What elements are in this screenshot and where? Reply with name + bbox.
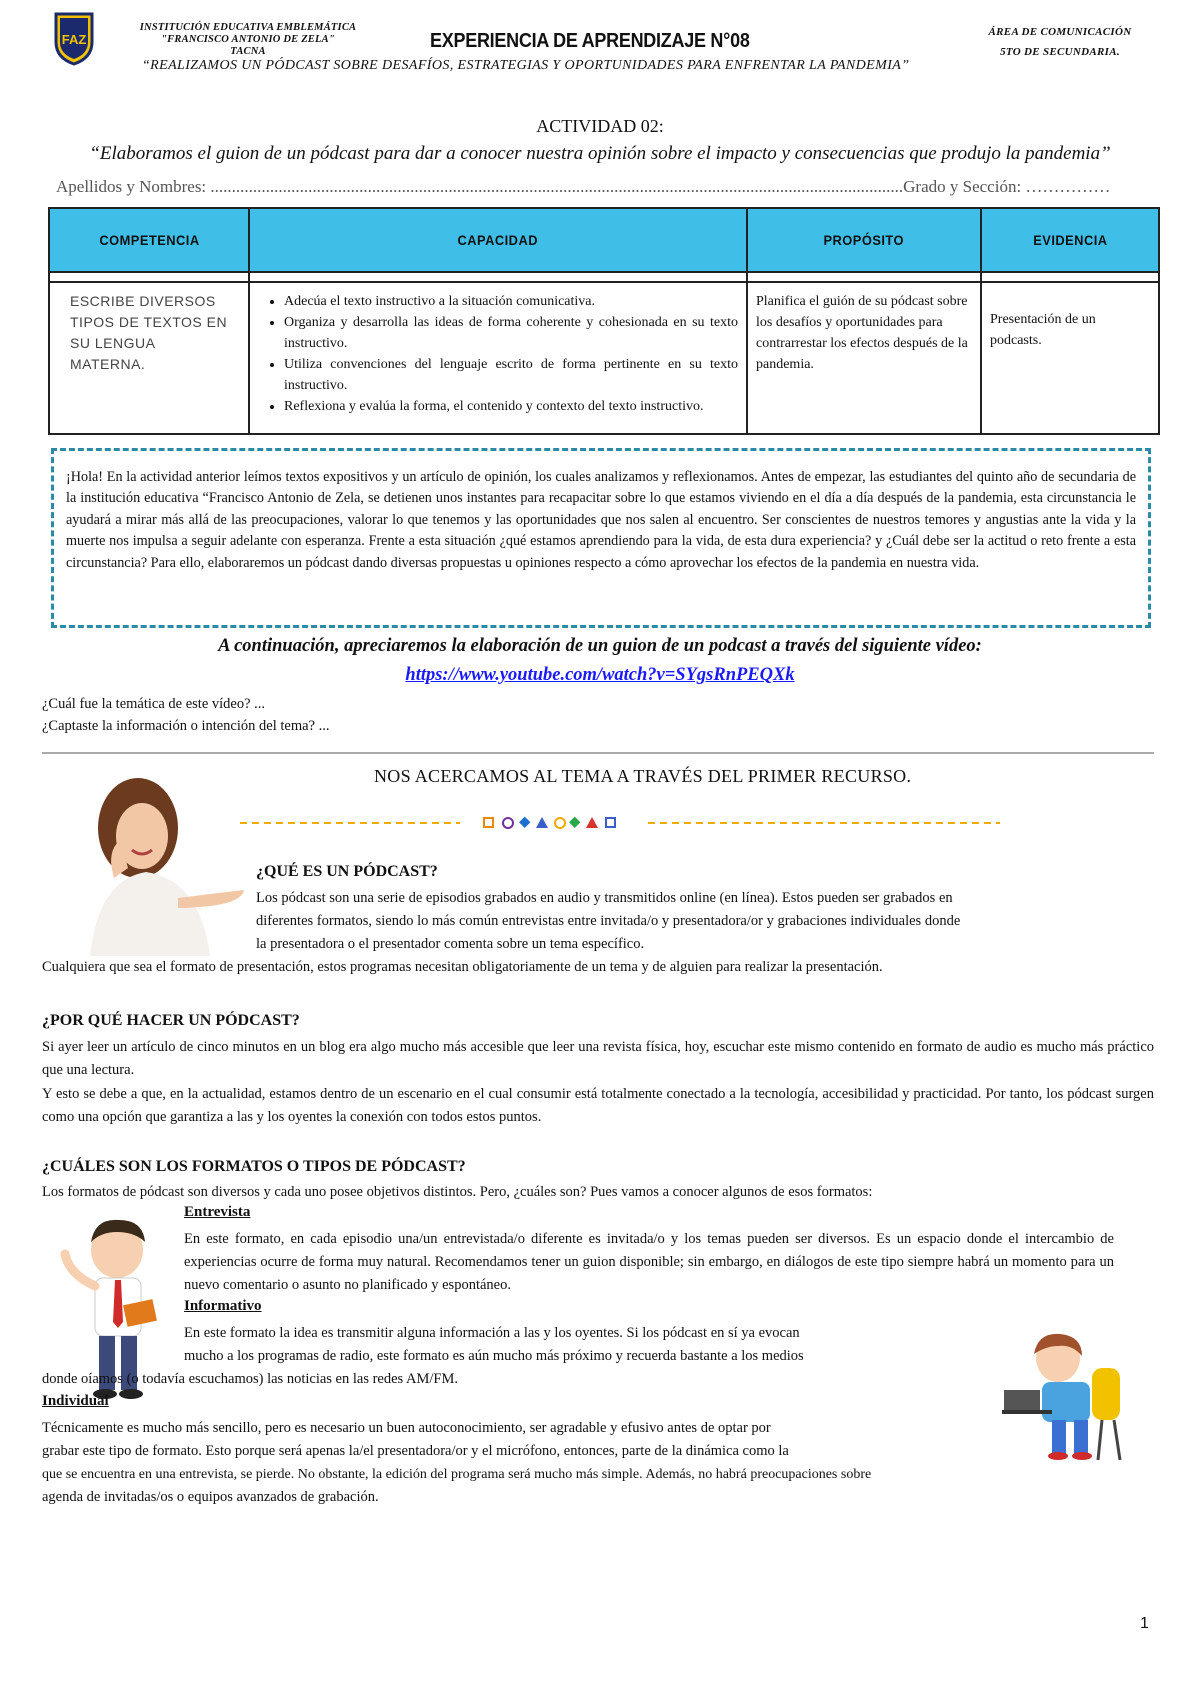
question-theme: ¿Cuál fue la temática de este vídeo? ... [42, 696, 266, 712]
competence-table [48, 207, 1160, 435]
institution-line-1: INSTITUCIÓN EDUCATIVA EMBLEMÁTICA [139, 22, 357, 33]
heading-why-podcast: ¿POR QUÉ HACER UN PÓDCAST? [42, 1012, 300, 1029]
decorative-divider [240, 815, 1110, 831]
video-link[interactable]: https://www.youtube.com/watch?v=SYgsRnPEQXk [405, 665, 795, 685]
intro-text: ¡Hola! En la actividad anterior leímos textos expositivos y un artículo de opinión, los cuales analizamos y reflexionamos. Antes de empezar, las estudiantes del quinto año de secundaria de la institución educativa “Francisco Antonio de Zela, se detienen unos instantes para recapacitar sobre lo que estamos viviendo en el día a día después de la pandemia, esta circunstancia le ayudará a mirar más allá de las preocupaciones, valorar lo que tenemos y las oportunidades que nos salen al encuentro. Ser conscientes de nuestros temores y angustias ante la vida y la muerte nos impulsa a seguir adelante con esperanza. Frente a esta situación ¿qué estamos aprendiendo para la vida, de esta dura experiencia? y ¿Cuál debe ser la actitud o reto frente a esta circunstancia? Para ello, elaboraremos un pódcast dando diversas propuestas u opiniones respecto a cómo aprovechar los efectos de la pandemia en nuestra vida. [66, 469, 1136, 571]
format-interview-title: Entrevista [184, 1204, 251, 1220]
informative-line-1: En este formato la idea es transmitir alguna información a las y los oyentes. Si los pódcast en sí ya evocan [184, 1325, 800, 1341]
informative-line-3: donde oíamos (o todavía escuchamos) las noticias en las redes AM/FM. [42, 1371, 458, 1387]
area-line-2: 5TO DE SECUNDARIA. [1000, 46, 1120, 58]
page-number: 1 [1140, 1615, 1149, 1632]
institution-line-3: TACNA [230, 46, 266, 57]
what-paragraph-2: Cualquiera que sea el formato de presentación, estos programas necesitan obligatoriamente de un tema y de alguien para realizar la presentación. [42, 959, 883, 975]
why-paragraph-2: Y esto se debe a que, en la actualidad, estamos dentro de un escenario en el cual consumir está totalmente conectado a la tecnología, accesibilidad y practicidad. Por tanto, los pódcast surgen como una opción que garantiza a las y los oyentes la conexión con todos estos puntos. [42, 1086, 1154, 1125]
woman-illustration [50, 768, 246, 956]
formats-intro: Los formatos de pódcast son diversos y cada uno posee objetivos distintos. Pero, ¿cuáles son? Pues vamos a conocer algunos de esos formatos: [42, 1184, 873, 1200]
area-info [960, 22, 1160, 62]
capacidad-item: • Reflexiona y evalúa la forma, el contenido y contexto del texto instructivo. [284, 396, 738, 417]
section-title: NOS ACERCAMOS AL TEMA A TRAVÉS DEL PRIMER RECURSO. [374, 766, 912, 786]
experience-slogan: “REALIZAMOS UN PÓDCAST SOBRE DESAFÍOS, ESTRATEGIAS Y OPORTUNIDADES PARA ENFRENTAR LA PANDEMIA” [142, 58, 910, 73]
question-intent: ¿Captaste la información o intención del tema? ... [42, 718, 330, 734]
capacidad-item: • Organiza y desarrolla las ideas de forma coherente y cohesionada en su texto instructivo. [284, 312, 738, 354]
format-informative-title: Informativo [184, 1298, 262, 1314]
header-capacidad: CAPACIDAD [249, 208, 747, 272]
format-interview-text: En este formato, en cada episodio una/un entrevistada/o diferente es invitada/o y los temas pueden ser diversos. Es un espacio donde el intercambio de experiencias ocurre de forma muy natural. Recomendamos tener un guion disponible; sin embargo, en diálogos de este tipo siempre habrá un momento para un nuevo comentario o asunto no planificado y espontáneo. [184, 1231, 1114, 1293]
divider [42, 752, 1154, 754]
boy-at-laptop-illustration [1002, 1328, 1137, 1463]
proposito-cell: Planifica el guión de su pódcast sobre los desafíos y oportunidades para contrarrestar los efectos después de la pandemia. [747, 282, 981, 434]
individual-line-4: agenda de invitadas/os o equipos avanzados de grabación. [42, 1489, 379, 1505]
header-proposito: PROPÓSITO [747, 208, 981, 272]
header-competencia: COMPETENCIA [49, 208, 249, 272]
heading-what-is-podcast: ¿QUÉ ES UN PÓDCAST? [256, 863, 438, 880]
individual-line-1: Técnicamente es mucho más sencillo, pero es necesario un buen autoconocimiento, ser agradable y efusivo antes de optar por [42, 1420, 771, 1436]
capacidad-item: • Adecúa el texto instructivo a la situación comunicativa. [284, 291, 738, 312]
table-header-row [49, 208, 1159, 272]
institution-name [118, 22, 378, 58]
capacidad-list [258, 291, 738, 417]
video-lead: A continuación, apreciaremos la elaboración de un guion de un podcast a través del siguiente vídeo: [218, 636, 982, 656]
school-logo [52, 12, 96, 66]
individual-line-3: que se encuentra en una entrevista, se pierde. No obstante, la edición del programa será mucho más simple. Además, no habrá preocupaciones sobre [42, 1467, 872, 1482]
why-paragraph-1: Si ayer leer un artículo de cinco minutos en un blog era algo mucho más accesible que leer una revista física, hoy, escuchar este mismo contenido en formato de audio es mucho más práctico que una lectura. [42, 1039, 1154, 1078]
student-name-line: Apellidos y Nombres: ...................................................................................................................................................................Grado y Sección: …………… [56, 177, 1111, 196]
individual-line-2: grabar este tipo de formato. Esto porque será apenas la/el presentadora/or y el micrófono, entonces, parte de la dinámica como la [42, 1443, 789, 1459]
logo-text: FAZ [61, 32, 87, 47]
experience-title: EXPERIENCIA DE APRENDIZAJE N°08 [430, 30, 750, 52]
what-line-2: diferentes formatos, siendo lo más común entrevistas entre invitada/o y presentadora/or y grabaciones individuales donde [256, 913, 961, 929]
institution-line-2: "FRANCISCO ANTONIO DE ZELA" [161, 34, 335, 45]
activity-subtitle: “Elaboramos el guion de un pódcast para dar a conocer nuestra opinión sobre el impacto y consecuencias que produjo la pandemia” [89, 143, 1111, 164]
format-individual-title: Individual [42, 1393, 109, 1409]
informative-line-2: mucho a los programas de radio, este formato es aún mucho más próximo y recuerda bastante a los medios [184, 1348, 804, 1364]
activity-title: ACTIVIDAD 02: [536, 116, 664, 136]
what-line-3: la presentadora o el presentador comenta sobre un tema específico. [256, 936, 645, 952]
heading-formats: ¿CUÁLES SON LOS FORMATOS O TIPOS DE PÓDCAST? [42, 1158, 466, 1175]
competencia-cell: ESCRIBE DIVERSOS TIPOS DE TEXTOS EN SU LENGUA MATERNA. [49, 282, 249, 434]
capacidad-cell [249, 282, 747, 434]
header-evidencia: EVIDENCIA [981, 208, 1159, 272]
capacidad-item: • Utiliza convenciones del lenguaje escrito de forma pertinente en su texto instructivo. [284, 354, 738, 396]
area-line-1: ÁREA DE COMUNICACIÓN [988, 26, 1132, 38]
table-row [49, 282, 1159, 434]
evidencia-cell: Presentación de un podcasts. [981, 282, 1159, 434]
what-line-1: Los pódcast son una serie de episodios grabados en audio y transmitidos online (en línea). Estos pueden ser grabados en [256, 890, 953, 906]
